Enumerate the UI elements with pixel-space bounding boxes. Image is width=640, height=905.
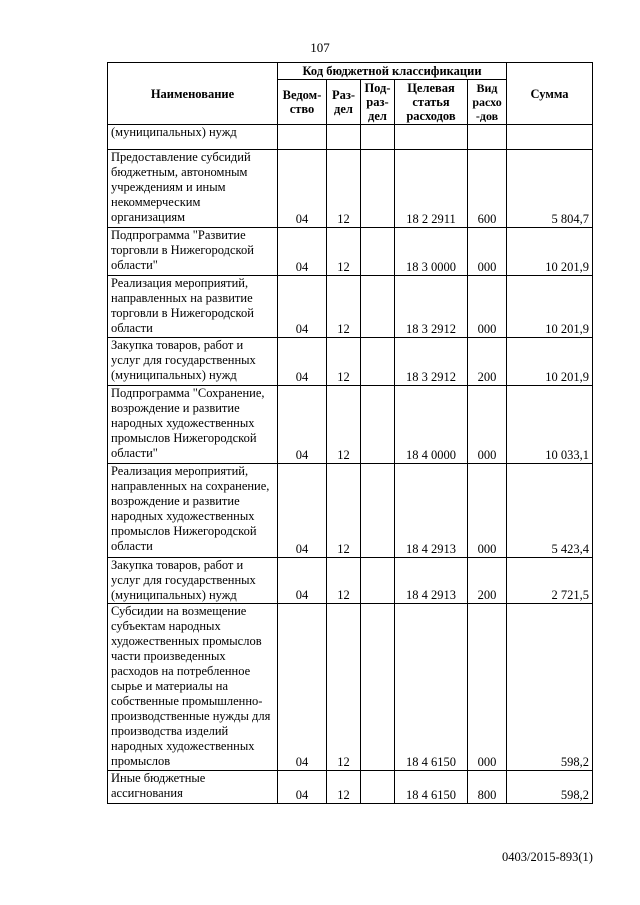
row-expense-type: 800	[468, 771, 507, 804]
table-row	[108, 150, 593, 228]
row-dept: 04	[278, 464, 327, 558]
row-sum: 10 201,9	[507, 276, 593, 338]
row-name: Закупка товаров, работ и услуг для государственных (муниципальных) нужд	[108, 338, 278, 386]
row-sum: 2 721,5	[507, 558, 593, 604]
row-expense-type: 000	[468, 464, 507, 558]
header-section: Раз- дел	[327, 80, 361, 125]
table-row	[108, 338, 593, 386]
row-name: Реализация мероприятий, направленных на развитие торговли в Нижегородской области	[108, 276, 278, 338]
header-name: Наименование	[108, 63, 278, 125]
table-row	[108, 771, 593, 804]
row-section: 12	[327, 464, 361, 558]
row-section	[327, 125, 361, 150]
row-dept: 04	[278, 604, 327, 771]
row-section: 12	[327, 386, 361, 464]
row-dept: 04	[278, 558, 327, 604]
header-dept: Ведом- ство	[278, 80, 327, 125]
row-subsection	[361, 558, 395, 604]
header-subsection: Под- раз- дел	[361, 80, 395, 125]
row-name: Иные бюджетные ассигнования	[108, 771, 278, 804]
row-expense-type: 000	[468, 228, 507, 276]
row-expense-type: 000	[468, 276, 507, 338]
row-expense-type: 000	[468, 386, 507, 464]
table-row	[108, 558, 593, 604]
header-classification-code: Код бюджетной классификации	[278, 63, 507, 80]
row-subsection	[361, 338, 395, 386]
row-target-item: 18 4 0000	[395, 386, 468, 464]
row-sum	[507, 125, 593, 150]
row-dept: 04	[278, 276, 327, 338]
row-name: (муниципальных) нужд	[108, 125, 278, 150]
header-expense-type: Вид расхо -дов	[468, 80, 507, 125]
row-section: 12	[327, 558, 361, 604]
row-dept: 04	[278, 150, 327, 228]
row-subsection	[361, 150, 395, 228]
row-subsection	[361, 125, 395, 150]
row-target-item: 18 4 2913	[395, 464, 468, 558]
row-section: 12	[327, 276, 361, 338]
row-name: Закупка товаров, работ и услуг для государственных (муниципальных) нужд	[108, 558, 278, 604]
row-section: 12	[327, 150, 361, 228]
page-number: 107	[310, 40, 330, 55]
document-code: 0403/2015-893(1)	[502, 850, 593, 864]
row-target-item: 18 4 6150	[395, 604, 468, 771]
row-section: 12	[327, 338, 361, 386]
row-target-item: 18 2 2911	[395, 150, 468, 228]
row-dept: 04	[278, 771, 327, 804]
row-expense-type: 600	[468, 150, 507, 228]
row-target-item: 18 4 2913	[395, 558, 468, 604]
row-dept: 04	[278, 338, 327, 386]
table-row	[108, 276, 593, 338]
row-target-item: 18 4 6150	[395, 771, 468, 804]
table-body	[108, 125, 593, 804]
row-name: Субсидии на возмещение субъектам народных художественных промыслов части произведенных расходов на потребленное сырье и материалы на собственные промышленно-производственные нужды для производства изделий народных художественных промыслов	[108, 604, 278, 771]
budget-table	[107, 62, 593, 804]
table-row	[108, 604, 593, 771]
row-sum: 10 033,1	[507, 386, 593, 464]
row-sum: 5 804,7	[507, 150, 593, 228]
row-expense-type: 000	[468, 604, 507, 771]
row-subsection	[361, 228, 395, 276]
row-sum: 598,2	[507, 604, 593, 771]
row-section: 12	[327, 604, 361, 771]
header-sum: Сумма	[507, 63, 593, 125]
row-sum: 10 201,9	[507, 338, 593, 386]
row-subsection	[361, 604, 395, 771]
row-subsection	[361, 771, 395, 804]
row-subsection	[361, 276, 395, 338]
table-row	[108, 464, 593, 558]
row-section: 12	[327, 771, 361, 804]
row-name: Подпрограмма "Сохранение, возрождение и развитие народных художественных промыслов Нижегородской области"	[108, 386, 278, 464]
row-section: 12	[327, 228, 361, 276]
row-target-item	[395, 125, 468, 150]
row-name: Реализация мероприятий, направленных на сохранение, возрождение и развитие народных художественных промыслов Нижегородской области	[108, 464, 278, 558]
row-subsection	[361, 386, 395, 464]
table-row	[108, 125, 593, 150]
row-sum: 598,2	[507, 771, 593, 804]
row-dept: 04	[278, 386, 327, 464]
row-expense-type	[468, 125, 507, 150]
header-target-item: Целевая статья расходов	[395, 80, 468, 125]
row-name: Предоставление субсидий бюджетным, автономным учреждениям и иным некоммерческим организациям	[108, 150, 278, 228]
row-name: Подпрограмма "Развитие торговли в Нижегородской области"	[108, 228, 278, 276]
row-dept	[278, 125, 327, 150]
row-sum: 5 423,4	[507, 464, 593, 558]
row-dept: 04	[278, 228, 327, 276]
row-expense-type: 200	[468, 558, 507, 604]
row-expense-type: 200	[468, 338, 507, 386]
row-target-item: 18 3 2912	[395, 276, 468, 338]
row-subsection	[361, 464, 395, 558]
table-row	[108, 228, 593, 276]
row-target-item: 18 3 0000	[395, 228, 468, 276]
row-target-item: 18 3 2912	[395, 338, 468, 386]
table-row	[108, 386, 593, 464]
row-sum: 10 201,9	[507, 228, 593, 276]
